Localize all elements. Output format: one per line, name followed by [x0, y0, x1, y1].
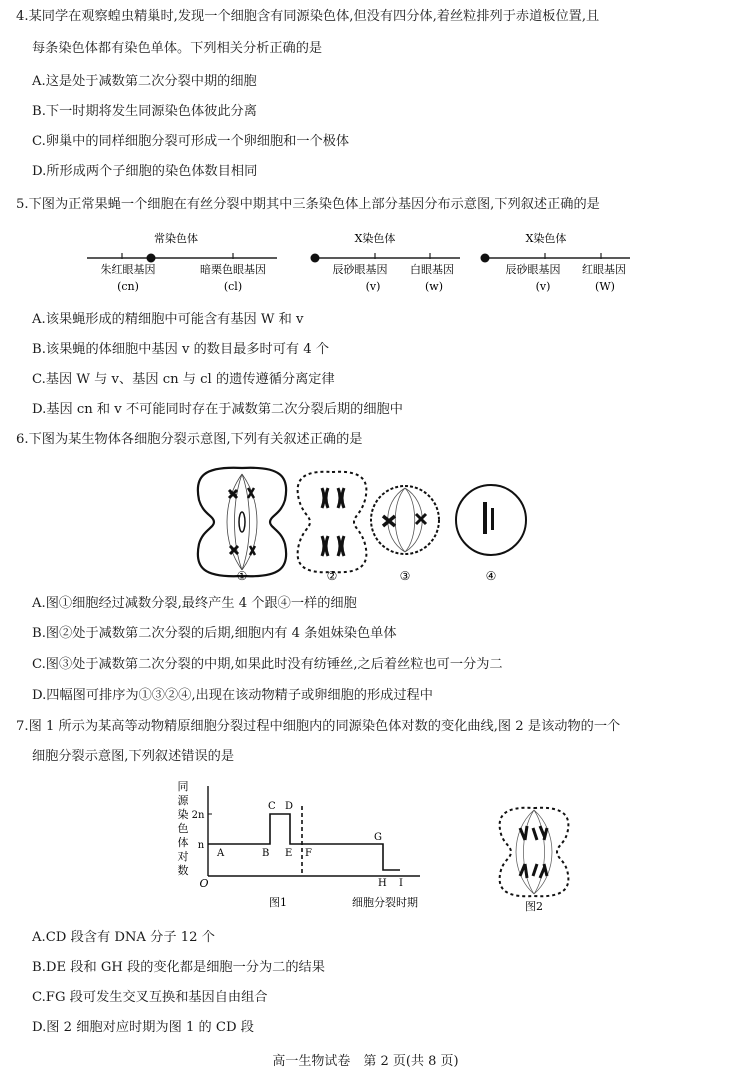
cell-1-drawing: [198, 468, 286, 576]
point-C: C: [268, 801, 276, 812]
q6-option-a: A.图①细胞经过减数分裂,最终产生 4 个跟④一样的细胞: [32, 596, 357, 611]
graph1-y-2n: 2n: [191, 810, 205, 821]
point-F: F: [305, 848, 312, 859]
point-G: G: [374, 832, 382, 843]
point-D: D: [285, 801, 294, 812]
chr3-gene1-sym: (v): [535, 280, 551, 293]
q4-option-c: C.卵巢中的同样细胞分裂可形成一个卵细胞和一个极体: [32, 134, 350, 149]
ylabel-char-3: 染: [177, 808, 189, 821]
q6-stem: 6.下图为某生物体各细胞分裂示意图,下列有关叙述正确的是: [16, 432, 363, 447]
q4-stem-line2: 每条染色体都有染色单体。下列相关分析正确的是: [32, 41, 323, 56]
chr1-gene2-sym: (cl): [223, 280, 243, 293]
point-H: H: [378, 878, 387, 889]
q7-stem-line1: 7.图 1 所示为某高等动物精原细胞分裂过程中细胞内的同源染色体对数的变化曲线,图 2 是该动物的一个: [16, 719, 621, 734]
chr2-gene2-sym: (w): [425, 280, 443, 293]
q6-option-d: D.四幅图可排序为①③②④,出现在该动物精子或卵细胞的形成过程中: [32, 688, 433, 703]
cell-2-label: ②: [326, 569, 338, 583]
q4-option-a: A.这是处于减数第二次分裂中期的细胞: [32, 74, 257, 89]
q5-stem: 5.下图为正常果蝇一个细胞在有丝分裂中期其中三条染色体上部分基因分布示意图,下列叙述正确的是: [16, 197, 600, 212]
ylabel-char-7: 数: [177, 864, 189, 877]
chr3-gene2-sym: (W): [595, 280, 615, 293]
chr2-gene2: 白眼基因: [410, 263, 454, 276]
chr2-gene1-sym: (v): [365, 280, 381, 293]
ylabel-char-2: 源: [177, 794, 189, 807]
chr3-title: X染色体: [525, 232, 567, 245]
graph1-y-n: n: [197, 840, 205, 851]
q6-option-c: C.图③处于减数第二次分裂的中期,如果此时没有纺锤丝,之后着丝粒也可一分为二: [32, 657, 503, 672]
chr3-gene2: 红眼基因: [582, 263, 626, 276]
ylabel-char-5: 体: [177, 836, 189, 849]
q5-option-b: B.该果蝇的体细胞中基因 v 的数目最多时可有 4 个: [32, 342, 330, 357]
chr1-gene1: 朱红眼基因: [100, 263, 156, 276]
fig2-cell-drawing: [500, 808, 569, 897]
graph1-ylabel: [178, 780, 190, 877]
q5-option-a: A.该果蝇形成的精细胞中可能含有基因 W 和 v: [32, 312, 304, 327]
graph1-xlabel: 细胞分裂时期: [352, 896, 418, 909]
chr1-gene2: 暗栗色眼基因: [200, 263, 266, 276]
cell-4-drawing: [456, 485, 526, 555]
cell-2-drawing: [298, 472, 367, 573]
page-footer: 高一生物试卷 第 2 页(共 8 页): [272, 1054, 459, 1069]
point-I: I: [399, 878, 403, 889]
cell-3-label: ③: [399, 569, 411, 583]
q4-option-d: D.所形成两个子细胞的染色体数目相同: [32, 164, 258, 179]
chr2-gene1: 辰砂眼基因: [332, 263, 388, 276]
cell-4-label: ④: [485, 569, 497, 583]
q7-option-b: B.DE 段和 GH 段的变化都是细胞一分为二的结果: [32, 960, 325, 975]
graph1-caption: 图1: [269, 896, 287, 909]
cell-3-drawing: [371, 486, 439, 554]
chr1-gene1-sym: (cn): [117, 280, 139, 293]
ylabel-char-4: 色: [177, 822, 189, 835]
graph2-caption: 图2: [525, 900, 543, 913]
ylabel-char-6: 对: [177, 850, 189, 863]
q5-option-c: C.基因 W 与 v、基因 cn 与 cl 的遗传遵循分离定律: [32, 372, 335, 387]
chr3-gene1: 辰砂眼基因: [505, 263, 561, 276]
q4-option-b: B.下一时期将发生同源染色体彼此分离: [32, 104, 257, 119]
chr1-title: 常染色体: [154, 232, 198, 245]
q5-chromosome-figure: [0, 228, 731, 300]
q6-cell-figures: [0, 462, 731, 584]
cell-1-label: ①: [236, 569, 248, 583]
point-B: B: [262, 848, 270, 859]
q7-figure: [0, 776, 731, 916]
q5-option-d: D.基因 cn 和 v 不可能同时存在于减数第二次分裂后期的细胞中: [32, 402, 403, 417]
q7-option-a: A.CD 段含有 DNA 分子 12 个: [32, 930, 215, 945]
graph1-curve: [208, 814, 400, 870]
q7-option-d: D.图 2 细胞对应时期为图 1 的 CD 段: [32, 1020, 254, 1035]
q4-stem-line1: 4.某同学在观察蝗虫精巢时,发现一个细胞含有同源染色体,但没有四分体,着丝粒排列于赤道板位置,且: [16, 9, 600, 24]
point-A: A: [217, 848, 225, 859]
graph1-origin: O: [199, 877, 209, 890]
q6-option-b: B.图②处于减数第二次分裂的后期,细胞内有 4 条姐妹染色单体: [32, 626, 397, 641]
chr2-title: X染色体: [354, 232, 396, 245]
q7-stem-line2: 细胞分裂示意图,下列叙述错误的是: [32, 749, 235, 764]
point-E: E: [285, 848, 293, 859]
ylabel-char-1: 同: [177, 780, 189, 793]
q7-option-c: C.FG 段可发生交叉互换和基因自由组合: [32, 990, 268, 1005]
